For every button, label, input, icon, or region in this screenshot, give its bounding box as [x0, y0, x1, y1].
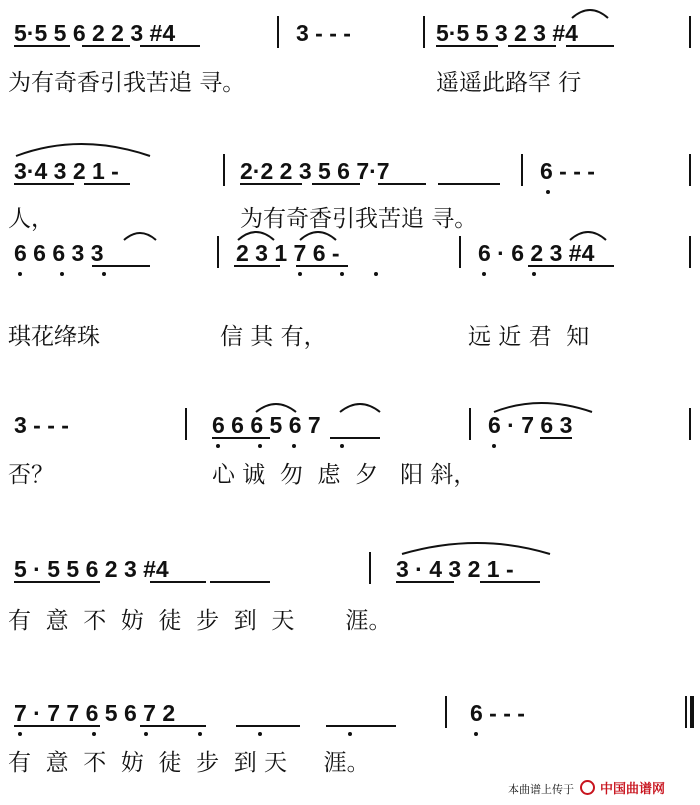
- octave-dot: [340, 444, 344, 448]
- slur: [124, 233, 156, 240]
- measure-13-notes: 5 · 5 5 6 2 3 #4: [14, 556, 169, 582]
- site-logo-icon: [580, 780, 595, 795]
- octave-dot: [298, 272, 302, 276]
- measure-8-notes: 2 3 1 7 6 -: [236, 240, 340, 266]
- measure-12-notes: 6 · 7 6 3: [488, 412, 573, 438]
- octave-dot: [216, 444, 220, 448]
- lyric-line-3c: 远 近 君 知: [468, 324, 590, 350]
- lyric-line-1b: 遥遥此路罕 行: [436, 70, 582, 96]
- octave-dot: [474, 732, 478, 736]
- lyric-line-3b: 信 其 有，: [220, 324, 327, 350]
- octave-dot: [374, 272, 378, 276]
- octave-dot: [102, 272, 106, 276]
- slur: [340, 404, 380, 412]
- slur: [16, 144, 150, 156]
- site-footer: [508, 778, 665, 797]
- measure-16-notes: 6 - - -: [470, 700, 525, 726]
- measure-9-notes: 6 · 6 2 3 #4: [478, 240, 595, 266]
- octave-dot: [60, 272, 64, 276]
- lyric-line-2a: 人，: [8, 206, 54, 232]
- lyric-line-4a: 否？: [8, 462, 54, 488]
- measure-11-notes: 6 6 6 5 6 7: [212, 412, 321, 438]
- slur: [572, 10, 608, 18]
- octave-dot: [292, 444, 296, 448]
- slur: [238, 232, 274, 240]
- measure-1-notes: 5·5 5 6 2 2 3 #4: [14, 20, 176, 46]
- measure-4-notes: 3·4 3 2 1 -: [14, 158, 119, 184]
- footer-brand: 中国曲谱网: [600, 782, 666, 797]
- measure-5-notes: 2·2 2 3 5 6 7·7: [240, 158, 390, 184]
- octave-dot: [482, 272, 486, 276]
- octave-dot: [340, 272, 344, 276]
- octave-dot: [18, 272, 22, 276]
- lyric-line-1a: 为有奇香引我苦追 寻。: [8, 70, 246, 96]
- octave-dot: [92, 732, 96, 736]
- slur: [256, 404, 296, 412]
- lyric-line-6: 有 意 不 妨 徒 步 到 天 涯。: [8, 750, 370, 776]
- octave-dot: [532, 272, 536, 276]
- octave-dot: [258, 732, 262, 736]
- octave-dot: [546, 190, 550, 194]
- octave-dot: [348, 732, 352, 736]
- slur: [402, 543, 550, 554]
- lyric-line-3a: 琪花绛珠: [8, 324, 100, 350]
- measure-14-notes: 3 · 4 3 2 1 -: [396, 556, 514, 582]
- lyric-line-5: 有 意 不 妨 徒 步 到 天 涯。: [8, 608, 392, 634]
- slur: [300, 232, 336, 240]
- slur: [494, 403, 592, 412]
- footer-prefix: 本曲谱上传于: [508, 783, 574, 796]
- octave-dot: [258, 444, 262, 448]
- measure-6-notes: 6 - - -: [540, 158, 595, 184]
- octave-dot: [18, 732, 22, 736]
- measure-7-notes: 6 6 6 3 3: [14, 240, 104, 266]
- octave-dot: [492, 444, 496, 448]
- measure-10-notes: 3 - - -: [14, 412, 69, 438]
- measure-3-notes: 5·5 5 3 2 3 #4: [436, 20, 578, 46]
- measure-2-notes: 3 - - -: [296, 20, 351, 46]
- lyric-line-4b: 心 诚 勿 虑 夕 阳 斜，: [212, 462, 477, 488]
- lyric-line-2b: 为有奇香引我苦追 寻。: [240, 206, 478, 232]
- measure-15-notes: 7 · 7 7 6 5 6 7 2: [14, 700, 176, 726]
- octave-dot: [144, 732, 148, 736]
- slur: [570, 232, 606, 240]
- octave-dot: [198, 732, 202, 736]
